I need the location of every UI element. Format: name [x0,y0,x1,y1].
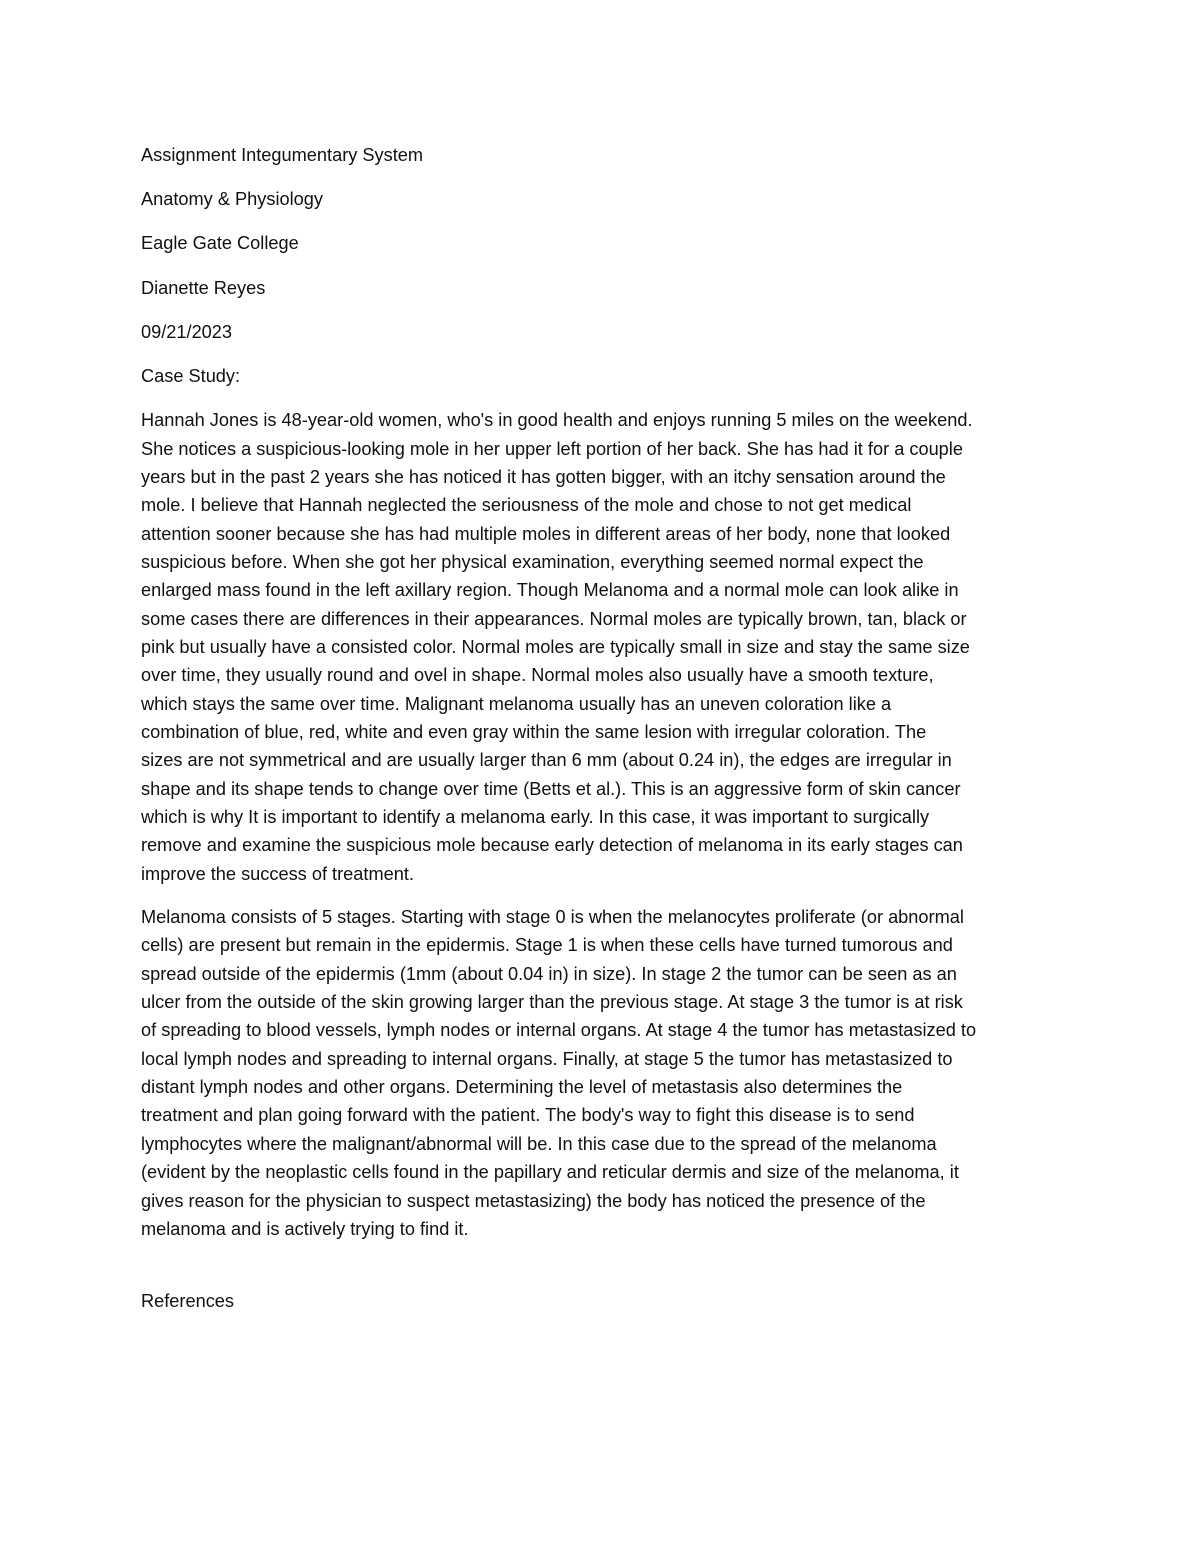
document-date: 09/21/2023 [141,321,233,342]
course-name: Anatomy & Physiology [141,189,323,210]
references-heading: References [141,1291,235,1312]
document-content [141,141,1061,1316]
section-heading: Case Study: [141,366,241,387]
author-name: Dianette Reyes [141,277,266,298]
case-study-paragraph: Hannah Jones is 48-year-old women, who's in good health and enjoys running 5 miles on the weekend. She notices a suspicious-looking mole in her upper left portion of her back. She has had it for a couple years but in the past 2 years she has noticed it has gotten bigger, with an itchy sensation around the mole. I believe that Hannah neglected the seriousness of the mole and chose to not get medical attention sooner because she has had multiple moles in different areas of her body, none that looked suspicious before. When she got her physical examination, everything seemed normal expect the enlarged mass found in the left axillary region. Though Melanoma and a normal mole can look alike in some cases there are differences in their appearances. Normal moles are typically brown, tan, black or pink but usually have a consisted color. Normal moles are typically small in size and stay the same size over time, they usually round and ovel in shape. Normal moles also usually have a smooth texture, which stays the same over time. Malignant melanoma usually has an uneven coloration like a combination of blue, red, white and even gray within the same lesion with irregular coloration. The sizes are not symmetrical and are usually larger than 6 mm (about 0.24 in), the edges are irregular in shape and its shape tends to change over time (Betts et al.). This is an aggressive form of skin cancer which is why It is important to identify a melanoma early. In this case, it was important to surgically remove and examine the suspicious mole because early detection of melanoma in its early stages can improve the success of treatment. [141,410,973,884]
college-name: Eagle Gate College [141,233,299,254]
assignment-title: Assignment Integumentary System [141,145,424,165]
melanoma-stages-paragraph: Melanoma consists of 5 stages. Starting with stage 0 is when the melanocytes proliferate (or abnormal cells) are present but remain in the epidermis. Stage 1 is when these cells have turned tumorous and spread outside of the epidermis (1mm (about 0.04 in) in size). In stage 2 the tumor can be seen as an ulcer from the outside of the skin growing larger than the previous stage. At stage 3 the tumor is at risk of spreading to blood vessels, lymph nodes or internal organs. At stage 4 the tumor has metastasized to local lymph nodes and spreading to internal organs. Finally, at stage 5 the tumor has metastasized to distant lymph nodes and other organs. Determining the level of metastasis also determines the treatment and plan going forward with the patient. The body's way to fight this disease is to send lymphocytes where the malignant/abnormal will be. In this case due to the spread of the melanoma (evident by the neoplastic cells found in the papillary and reticular dermis and size of the melanoma, it gives reason for the physician to suspect metastasizing) the body has noticed the presence of the melanoma and is actively trying to find it. [141,907,977,1239]
spacer [141,1258,1061,1287]
